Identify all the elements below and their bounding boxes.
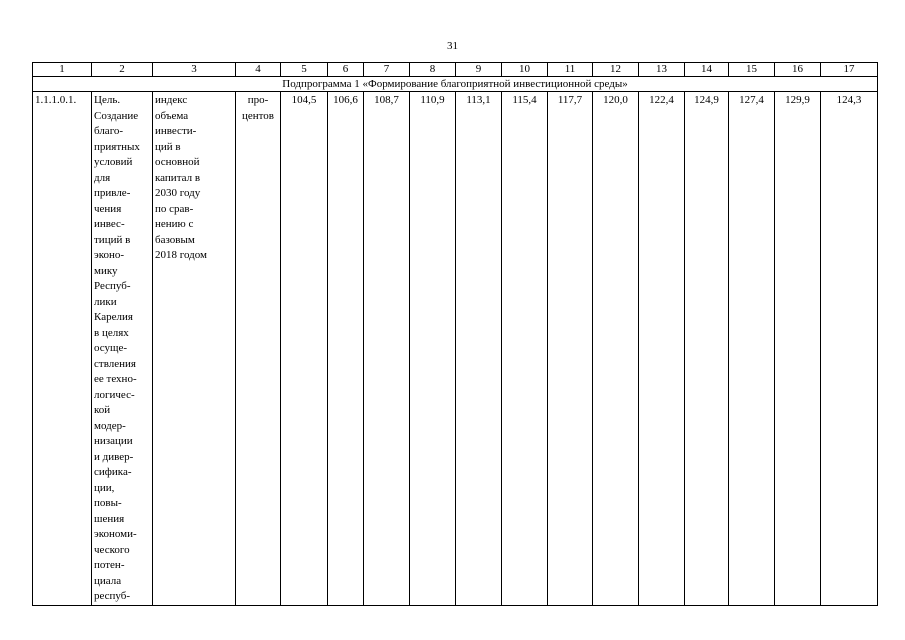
column-number: 5 xyxy=(281,63,328,77)
column-number: 6 xyxy=(328,63,364,77)
goal-cell xyxy=(92,92,153,606)
text-line: инвести- xyxy=(155,125,197,137)
text-line: эконо- xyxy=(94,249,125,261)
text-line: условий xyxy=(94,156,133,168)
text-line: индекс xyxy=(155,94,188,106)
indicators-table xyxy=(32,62,878,606)
page-number: 31 xyxy=(447,40,458,52)
column-number: 4 xyxy=(236,63,281,77)
text-line: Создание xyxy=(94,109,139,122)
text-line: ций в xyxy=(155,140,181,153)
column-number: 16 xyxy=(775,63,821,77)
text-line: Респуб- xyxy=(94,280,131,292)
text-line: основной xyxy=(155,156,200,168)
value-cell: 124,3 xyxy=(821,92,878,606)
text-line: 2018 годом xyxy=(155,249,208,261)
text-line: осуще- xyxy=(94,342,128,354)
column-number: 9 xyxy=(456,63,502,77)
value-cell: 115,4 xyxy=(502,92,548,606)
column-number: 2 xyxy=(92,63,153,77)
column-numbers-row xyxy=(33,63,878,77)
text-line: привле- xyxy=(94,187,131,199)
value-cell: 106,6 xyxy=(328,92,364,606)
column-number: 14 xyxy=(685,63,729,77)
text-line: для xyxy=(94,171,111,184)
value-cell: 120,0 xyxy=(593,92,639,606)
value-cell: 129,9 xyxy=(775,92,821,606)
text-line: повы- xyxy=(94,497,122,509)
text-line: в целях xyxy=(94,326,129,339)
text-line: лики xyxy=(94,295,117,308)
value-cell: 117,7 xyxy=(548,92,593,606)
text-line: ствления xyxy=(94,357,136,370)
text-line: низации xyxy=(94,435,133,447)
text-line: тиций в xyxy=(94,233,131,246)
column-number: 13 xyxy=(639,63,685,77)
text-line: циала xyxy=(94,574,122,587)
subprogram-title: Подпрограмма 1 «Формирование благоприятной инвестиционной среды» xyxy=(33,77,878,92)
text-line: Цель. xyxy=(94,94,121,106)
value-cell: 124,9 xyxy=(685,92,729,606)
unit-cell xyxy=(236,92,281,606)
text-line: про- xyxy=(247,94,269,106)
row-code: 1.1.1.0.1. xyxy=(33,92,92,606)
text-line: по срав- xyxy=(155,202,194,215)
text-line: центов xyxy=(241,109,274,122)
text-line: мику xyxy=(94,264,118,277)
column-number: 10 xyxy=(502,63,548,77)
text-line: благо- xyxy=(94,125,124,137)
text-line: ческого xyxy=(94,543,130,556)
text-line: инвес- xyxy=(94,218,125,230)
text-line: объема xyxy=(155,109,189,122)
text-line: базовым xyxy=(155,233,195,246)
column-number: 3 xyxy=(153,63,236,77)
text-line: модер- xyxy=(94,419,126,432)
value-cell: 122,4 xyxy=(639,92,685,606)
column-number: 11 xyxy=(548,63,593,77)
value-cell: 127,4 xyxy=(729,92,775,606)
column-number: 15 xyxy=(729,63,775,77)
text-line: шения xyxy=(94,512,125,525)
text-line: чения xyxy=(94,202,122,215)
column-number: 8 xyxy=(410,63,456,77)
text-line: ее техно- xyxy=(94,373,137,385)
table-row xyxy=(33,92,878,606)
text-line: и дивер- xyxy=(94,450,134,463)
value-cell: 104,5 xyxy=(281,92,328,606)
text-line: логичес- xyxy=(94,388,135,401)
column-number: 1 xyxy=(33,63,92,77)
text-line: потен- xyxy=(94,559,125,571)
column-number: 12 xyxy=(593,63,639,77)
text-line: респуб- xyxy=(94,590,131,602)
indicator-cell xyxy=(153,92,236,606)
text-line: Карелия xyxy=(94,311,133,323)
value-cell: 110,9 xyxy=(410,92,456,606)
text-line: сифика- xyxy=(94,466,132,478)
text-line: экономи- xyxy=(94,528,137,540)
value-cell: 108,7 xyxy=(364,92,410,606)
text-line: нению с xyxy=(155,218,194,230)
value-cell: 113,1 xyxy=(456,92,502,606)
text-line: приятных xyxy=(94,140,140,153)
text-line: кой xyxy=(94,404,111,416)
text-line: капитал в xyxy=(155,171,201,184)
column-number: 7 xyxy=(364,63,410,77)
text-line: 2030 году xyxy=(155,187,201,199)
column-number: 17 xyxy=(821,63,878,77)
text-line: ции, xyxy=(94,481,115,494)
subprogram-row xyxy=(33,77,878,92)
